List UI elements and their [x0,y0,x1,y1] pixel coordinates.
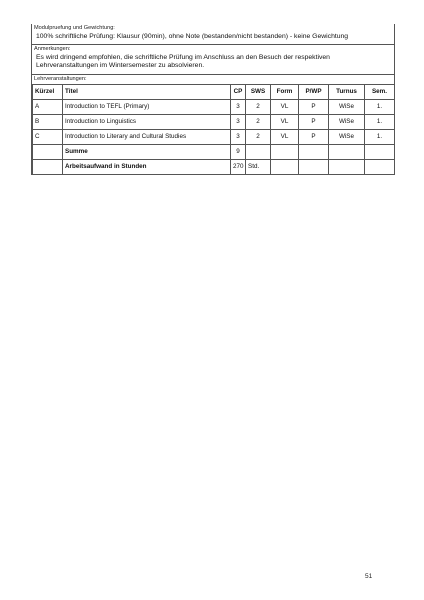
cell-form: VL [271,99,299,114]
page-number: 51 [365,573,373,580]
module-frame [31,24,395,175]
cell-kuerzel: C [33,129,63,144]
cell-empty [33,144,63,159]
cell-sem: 1. [365,99,395,114]
cell-empty [271,159,299,174]
cell-sws: 2 [246,114,271,129]
arbeitsaufwand-value: 270 [231,159,246,174]
modulpruefung-text: 100% schriftliche Prüfung: Klausur (90min), ohne Note (bestanden/nicht bestanden) - keine Gewichtung [36,33,349,40]
cell-kuerzel: B [33,114,63,129]
header-sem: Sem. [365,84,395,99]
anmerkungen-section [32,45,394,74]
summe-label: Summe [63,144,231,159]
header-form: Form [271,84,299,99]
cell-turnus: WiSe [329,129,365,144]
header-cp: CP [231,84,246,99]
anmerkungen-text: Es wird dringend empfohlen, die schriftliche Prüfung im Anschluss an den Besuch der respektiven Lehrveranstaltungen im Wintersemester zu absolvieren. [36,54,330,70]
cell-pwp: P [299,129,329,144]
cell-titel: Introduction to Literary and Cultural Studies [63,129,231,144]
arbeitsaufwand-unit: Std. [246,159,271,174]
anmerkungen-label: Anmerkungen: [34,46,71,53]
header-titel: Titel [63,84,231,99]
lehrveranstaltungen-section [32,75,394,84]
modulpruefung-label: Modulpruefung und Gewichtung: [34,25,115,31]
table-header-row [33,84,395,99]
cell-form: VL [271,129,299,144]
cell-empty [33,159,63,174]
cell-sem: 1. [365,129,395,144]
lehrveranstaltungen-label: Lehrveranstaltungen: [34,75,87,82]
cell-titel: Introduction to Linguistics [63,114,231,129]
table-row [33,129,395,144]
cell-empty [299,159,329,174]
table-row [33,114,395,129]
cell-titel: Introduction to TEFL (Primary) [63,99,231,114]
courses-table [32,84,395,175]
arbeitsaufwand-row [33,159,395,174]
cell-empty [329,159,365,174]
cell-turnus: WiSe [329,114,365,129]
cell-pwp: P [299,99,329,114]
cell-empty [365,159,395,174]
cell-sws: 2 [246,129,271,144]
cell-cp: 3 [231,129,246,144]
cell-sws: 2 [246,99,271,114]
summe-cp: 9 [231,144,246,159]
header-turnus: Turnus [329,84,365,99]
cell-empty [246,144,271,159]
cell-cp: 3 [231,114,246,129]
cell-form: VL [271,114,299,129]
cell-empty [299,144,329,159]
cell-sem: 1. [365,114,395,129]
cell-pwp: P [299,114,329,129]
cell-kuerzel: A [33,99,63,114]
table-row [33,99,395,114]
summe-row [33,144,395,159]
header-kuerzel: Kürzel [33,84,63,99]
cell-empty [329,144,365,159]
header-sws: SWS [246,84,271,99]
cell-turnus: WiSe [329,99,365,114]
arbeitsaufwand-label: Arbeitsaufwand in Stunden [63,159,231,174]
cell-empty [365,144,395,159]
cell-empty [271,144,299,159]
modulpruefung-section [32,24,394,45]
cell-cp: 3 [231,99,246,114]
header-pwp: P/WP [299,84,329,99]
